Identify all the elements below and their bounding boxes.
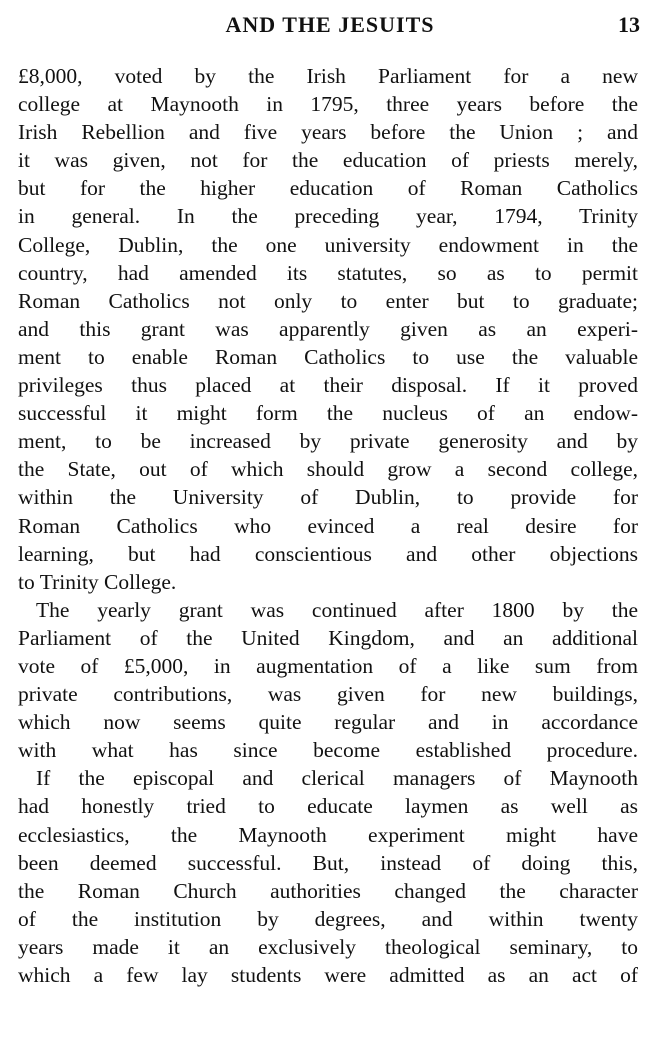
text-line: and this grant was apparently given as an experi-	[18, 316, 638, 341]
text-line: in general. In the preceding year, 1794, Trinity	[18, 204, 638, 229]
text-line: within the University of Dublin, to provide for	[18, 485, 638, 510]
running-head	[20, 8, 640, 42]
text-line: been deemed successful. But, instead of doing this,	[18, 850, 638, 875]
text-line: with what has since become established procedure.	[18, 738, 638, 763]
text-line: to Trinity College.	[18, 569, 177, 594]
running-title: AND THE JESUITS	[225, 12, 435, 37]
page-number: 13	[618, 12, 640, 37]
text-line: college at Maynooth in 1795, three years before the	[18, 92, 638, 117]
text-line: the Roman Church authorities changed the character	[18, 878, 638, 903]
text-line: ecclesiastics, the Maynooth experiment might have	[18, 822, 638, 847]
text-line: had honestly tried to educate laymen as well as	[18, 794, 638, 819]
text-line: £8,000, voted by the Irish Parliament for a new	[18, 64, 638, 88]
text-line: Irish Rebellion and five years before the Union ; and	[18, 120, 638, 145]
text-line: vote of £5,000, in augmentation of a like sum from	[18, 653, 638, 678]
text-line: Roman Catholics who evinced a real desire for	[18, 513, 638, 538]
text-line: country, had amended its statutes, so as to permit	[18, 260, 638, 285]
text-line: Parliament of the United Kingdom, and an additional	[18, 625, 638, 650]
text-line: If the episcopal and clerical managers of Maynooth	[36, 766, 638, 791]
text-line: private contributions, was given for new buildings,	[18, 682, 638, 707]
text-line: College, Dublin, the one university endowment in the	[18, 232, 638, 257]
text-line: successful it might form the nucleus of an endow-	[18, 401, 638, 426]
text-line: it was given, not for the education of priests merely,	[18, 148, 638, 173]
text-line: ment to enable Roman Catholics to use the valuable	[18, 344, 638, 369]
text-line: Roman Catholics not only to enter but to graduate;	[18, 288, 638, 313]
text-line: privileges thus placed at their disposal. If it proved	[18, 373, 638, 398]
text-line: but for the higher education of Roman Catholics	[18, 176, 638, 201]
text-line: which now seems quite regular and in accordance	[18, 710, 638, 735]
text-line: of the institution by degrees, and within twenty	[18, 906, 638, 931]
text-line: The yearly grant was continued after 1800 by the	[36, 597, 638, 622]
text-line: ment, to be increased by private generosity and by	[18, 429, 638, 454]
text-line: which a few lay students were admitted as an act of	[18, 963, 638, 987]
text-line: the State, out of which should grow a second college,	[18, 457, 638, 482]
body-text	[18, 62, 638, 989]
text-line: learning, but had conscientious and other objections	[18, 541, 638, 566]
text-line: years made it an exclusively theological seminary, to	[18, 934, 638, 959]
